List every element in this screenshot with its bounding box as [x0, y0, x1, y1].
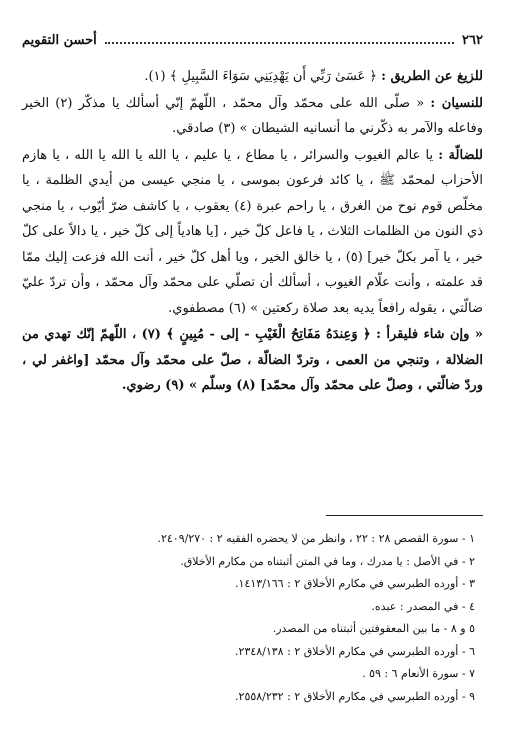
main-text	[22, 64, 483, 399]
page-number: ٢٦٢	[462, 32, 483, 48]
paragraph-text: « وإن شاء فليقرأ : ﴿ وَعِندَهُ مَفَاتِحُ الْغَيْبِ - إلى - مُبِينٍ ﴾ (٧) ، اللّهمّ إنّك تهدي من الضلالة ، وتنجي من العمى ، وتردّ الضالّة ، صلّ على محمّد وآل محمّد [واغفر لي ، وردّ ضالّتي ، وصلّ على محمّد وآل محمّد] (٨) وسلّم » (٩) رضوي.	[22, 327, 483, 393]
paragraph-text: ﴿ عَسَىٰ رَبِّي أَن يَهْدِيَنِي سَوَاءَ السَّبِيلِ ﴾ (١).	[144, 69, 382, 84]
paragraph-lost-item	[22, 143, 483, 322]
paragraph-text: « صلّى الله على محمّد وآل محمّد ، اللّهمّ إنّي أسألك يا مذكّر (٢) الخير وفاعله والآمر به ذكّرني ما أنسانيه الشيطان » (٣) صادقي.	[22, 95, 483, 136]
paragraph-label: للنسيان :	[430, 95, 484, 111]
footnotes	[22, 528, 475, 708]
footnote: ٧ - سورة الأنعام ٦ : ٥٩ .	[362, 667, 475, 680]
footnote: ٩ - أورده الطبرسي في مكارم الأخلاق ٢ : ٢٥٥٨/٢٣٢.	[235, 689, 475, 703]
footnote: ٢ - في الأصل : يا مدرك ، وما في المتن أثبتناه من مكارم الأخلاق.	[180, 554, 475, 568]
paragraph-recitation	[22, 322, 483, 399]
running-title: أحسن التقويم	[22, 32, 97, 48]
footnote: ١ - سورة القصص ٢٨ : ٢٢ ، وانظر من لا يحضره الفقيه ٢ : ٢٤٠٩/٢٧٠.	[157, 532, 475, 545]
footnote: ٦ - أورده الطبرسي في مكارم الأخلاق ٢ : ٢٣٤٨/١٣٨.	[235, 644, 475, 658]
footnote: ٤ - في المصدر : عبده.	[371, 599, 475, 613]
page-header	[22, 30, 483, 50]
footnote: ٣ - أورده الطبرسي في مكارم الأخلاق ٢ : ١٤١٣/١٦٦.	[235, 577, 475, 590]
paragraph-label: للضالّة :	[438, 147, 483, 163]
paragraph-astray	[22, 64, 483, 90]
paragraph-label: للزيغ عن الطريق :	[381, 69, 483, 84]
footnote-separator	[326, 515, 483, 516]
paragraph-forgetfulness	[22, 91, 483, 142]
paragraph-text: يا عالم الغيوب والسرائر ، يا مطاع ، يا عليم ، يا الله يا الله يا الله ، يا هازم الأحزاب لمحمّد ﷺ ، يا كائد فرعون بموسى ، يا منجي عيسى من أيدي الظلمة ، يا مخلّص قوم نوح من الغرق ، يا راحم عبرة (٤) يعقوب ، يا كاشف ضرّ أيّوب ، يا منجي ذي النون من الظلمات الثلاث ، يا فاعل كلّ خير ، [يا هادياً إلى كلّ خير ، يا دالاً على كلّ خير ، يا آمر بكلّ خير] (٥) ، يا خالق الخير ، ويا أهل كلّ خير ، أنت الله فزعت إليك ممّا قد علمته ، وأنت علّام الغيوب ، أسألك أن تصلّي على محمّد وآل محمّد ، وأن تردّ عليّ ضالّتي ، يقوله رافعاً يديه بعد صلاة ركعتين » (٦) مصطفوي.	[22, 147, 483, 316]
footnote: ٥ و ٨ - ما بين المعقوفتين أثبتناه من المصدر.	[272, 622, 475, 635]
header-dotted-leader	[105, 42, 454, 44]
